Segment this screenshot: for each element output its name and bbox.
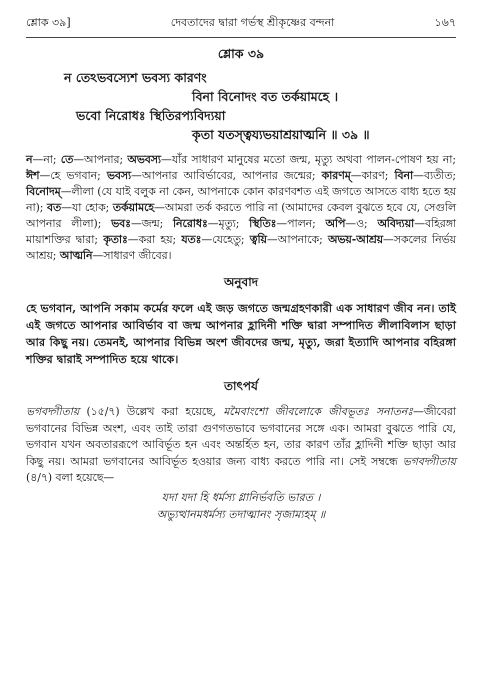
purport-text-part: (১৫/৭) উল্লেখ করা হয়েছে, — [79, 405, 224, 418]
synonym-meaning: ব্যতীত; — [423, 169, 457, 182]
synonym-meaning-dash: — — [414, 217, 425, 230]
purport-text-part: —জীবেরা ভগবানের বিভিন্ন অংশ, এবং তাই তারা গুণগতভাবে ভগবানের সঙ্গে এক। আমরা বুঝতে পারি যে, ভগবান যখন অবতাররূপে আবির্ভূত হন এবং অন্তর্হিত হন, তার কারণ তাঁর হ্লাদিনী শক্তি ছাড়া আর কিছু নয়। আমরা ভগবানের আবির্ভূত হওয়ার জন্য বাধ্য করতে পারি না। সেই সম্বন্ধে — [26, 405, 456, 468]
synonym-meaning-dash: — — [207, 217, 219, 230]
synonym-meaning: মৃত্যু; — [218, 217, 250, 230]
synonym-word: অভবস্য — [127, 153, 162, 166]
synonym-word: ন — [26, 153, 33, 166]
synonym-word: নিরোধঃ — [172, 217, 208, 230]
synonym-meaning: হে ভগবান; — [50, 169, 107, 182]
synonym-word: বত — [47, 201, 62, 214]
synonym-word: ঈশ — [26, 169, 40, 182]
synonym-meaning-dash: — — [413, 169, 424, 182]
header-verse-ref: শ্লোক ৩৯] — [26, 16, 71, 29]
synonym-meaning: যাঁর সাধারণ মানুষের মতো জন্ম, মৃত্যু অথবা পালন-পোষণ হয় না; — [171, 153, 456, 166]
synonym-meaning: আমরা তর্ক করতে পারি না (আমাদের কেবল বুঝতে হবে যে, সেগুলি আপনার লীলা); — [26, 201, 457, 230]
synonym-word: বিনোদম্ — [26, 185, 61, 198]
sanskrit-verse — [26, 68, 456, 144]
synonym-word: তর্কয়ামহে — [112, 201, 155, 214]
verse-line: বিনা বিনোদং বত তর্কয়ামহে । — [192, 89, 339, 104]
synonym-meaning-dash: — — [92, 249, 104, 262]
running-header — [26, 14, 456, 38]
synonym-meaning-dash: — — [60, 185, 72, 198]
synonym-word: ত্বয়ি — [249, 233, 267, 246]
synonym-meaning: করা হয়; — [138, 233, 182, 246]
synonym-word: তে — [60, 153, 74, 166]
synonym-meaning-dash: — — [39, 169, 51, 182]
verse-line: কৃতা যতস্ত্বয্যভয়াশ্রয়াত্মনি ॥ ৩৯ ॥ — [192, 127, 370, 142]
synonym-meaning-dash: — — [32, 153, 44, 166]
synonym-meaning: বহিরঙ্গা মায়াশক্তির দ্বারা; — [26, 217, 456, 246]
synonym-word: কৃতাঃ — [103, 233, 128, 246]
purport-book-ref: ভগবদ্গীতায় — [26, 405, 80, 418]
synonym-meaning-dash: — — [201, 233, 213, 246]
synonym-meaning: জন্ম; — [141, 217, 173, 230]
quote-line: অভ্যুত্থানমধর্মস্য তদাত্মানং সৃজাম্যহম্ ॥ — [156, 507, 326, 521]
verse-heading: শ্লোক ৩৯ — [217, 46, 265, 61]
synonym-word: যতঃ — [181, 233, 202, 246]
purport-text-part: (৪/৭) বলা হয়েছে— — [26, 471, 115, 484]
synonym-meaning-dash: — — [61, 201, 72, 214]
book-page — [26, 14, 456, 523]
synonym-meaning-dash: — — [154, 201, 165, 214]
synonym-word: অপি — [325, 217, 346, 230]
synonym-meaning: ও; — [356, 217, 378, 230]
synonym-meaning-dash: — — [345, 217, 357, 230]
synonym-meaning: কারণ; — [361, 169, 395, 182]
synonym-meaning: সাধারণ জীবের। — [103, 249, 172, 262]
synonym-word: অবিদ্যয়া — [377, 217, 415, 230]
synonym-word: স্থিতিঃ — [249, 217, 277, 230]
synonym-meaning-dash: — — [383, 233, 394, 246]
word-for-word-synonyms — [26, 152, 456, 264]
synonym-meaning-dash: — — [127, 233, 139, 246]
synonym-meaning-dash: — — [161, 153, 172, 166]
synonym-word: কারণম্ — [321, 169, 351, 182]
header-chapter-title: দেবতাদের দ্বারা গর্ভস্থ শ্রীকৃষ্ণের বন্দনা — [170, 16, 335, 29]
synonym-meaning: সকলের নির্ভয় আশ্রয়; — [26, 233, 456, 262]
synonym-meaning-dash: — — [73, 153, 85, 166]
purport-inline-quote: মমৈবাংশো জীবলোকে জীবভূতঃ সনাতনঃ — [223, 405, 414, 418]
synonym-meaning: যেহেতু; — [212, 233, 250, 246]
page-number: ১৬৭ — [434, 16, 456, 29]
gita-quote — [26, 489, 456, 523]
synonym-meaning: আপনার; — [84, 153, 128, 166]
synonym-word: অভয়-আশ্রয় — [327, 233, 384, 246]
synonym-word: ভবস্য — [106, 169, 132, 182]
purport-book-ref: ভগবদ্গীতায় — [402, 454, 456, 468]
quote-line: যদা যদা হি ধর্মস্য গ্লানির্ভবতি ভারত । — [161, 490, 321, 504]
synonym-meaning-dash: — — [266, 233, 278, 246]
synonym-meaning: লীলা (যে যাই বলুক না কেন, আপনাকে কোন কারণবশত এই জগতে আসতে বাধ্য হতে হয় না); — [26, 185, 456, 214]
synonym-meaning: পালন; — [287, 217, 326, 230]
translation-heading: অনুবাদ — [223, 275, 259, 289]
synonym-meaning-dash: — — [350, 169, 362, 182]
verse-line: ন তেঽভবস্যেশ ভবস্য কারণং — [64, 70, 207, 85]
verse-line: ভবো নিরোধঃ স্থিতিরপ্যবিদ্যয়া — [76, 108, 226, 123]
synonym-word: ভবঃ — [111, 217, 131, 230]
synonym-meaning: আপনাকে; — [277, 233, 328, 246]
synonym-word: আত্মনি — [59, 249, 93, 262]
synonym-word: বিনা — [394, 169, 414, 182]
purport-heading: তাৎপর্য — [224, 379, 258, 393]
synonym-meaning-dash: — — [276, 217, 288, 230]
synonym-meaning: যা হোক; — [71, 201, 113, 214]
synonym-meaning-dash: — — [131, 169, 142, 182]
synonym-meaning-dash: — — [130, 217, 142, 230]
synonym-meaning: আপনার আবির্ভাবের, আপনার জন্মের; — [141, 169, 322, 182]
translation-text: হে ভগবান, আপনি সকাম কর্মের ফলে এই জড় জগতে জন্মগ্রহণকারী এক সাধারণ জীব নন। তাই এই জগতে আপনার আবির্ভাব বা জন্ম আপনার হ্লাদিনী শক্তি দ্বারা সম্পাদিত লীলাবিলাস ছাড়া আর কিছু নয়। তেমনই, আপনার বিভিন্ন অংশ জীবদের জন্ম, মৃত্যু, জরা ইত্যাদি আপনার বহিরঙ্গা শক্তির দ্বারাই সম্পাদিত হয়ে থাকে। — [26, 301, 456, 366]
synonym-meaning: না; — [43, 153, 61, 166]
purport-text — [26, 404, 456, 487]
